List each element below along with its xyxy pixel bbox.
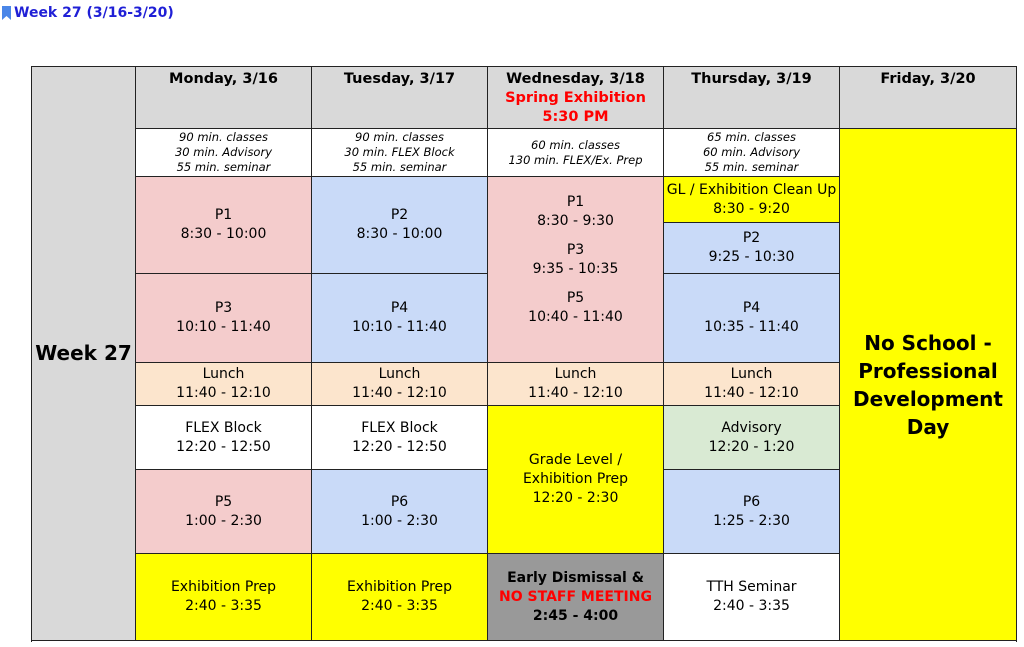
- mon-exhibition-prep-cell: Exhibition Prep 2:40 - 3:35: [136, 554, 312, 641]
- header-thursday: Thursday, 3/19: [664, 67, 840, 129]
- tue-p2-cell: P2 8:30 - 10:00: [312, 177, 488, 274]
- tue-exhibition-prep-cell: Exhibition Prep 2:40 - 3:35: [312, 554, 488, 641]
- wed-grade-level-cell: Grade Level / Exhibition Prep 12:20 - 2:30: [488, 406, 664, 554]
- schedule-table: [31, 66, 1017, 641]
- tue-lunch-cell: Lunch 11:40 - 12:10: [312, 363, 488, 406]
- thu-gl-cleanup-cell: GL / Exhibition Clean Up 8:30 - 9:20: [664, 177, 840, 223]
- mon-flex-cell: FLEX Block 12:20 - 12:50: [136, 406, 312, 470]
- wed-event-time: 5:30 PM: [542, 109, 609, 125]
- wed-lunch-cell: Lunch 11:40 - 12:10: [488, 363, 664, 406]
- notes-monday: 90 min. classes 30 min. Advisory 55 min. seminar: [136, 129, 312, 177]
- week-title: Week 27 (3/16-3/20): [14, 5, 174, 21]
- tue-flex-cell: FLEX Block 12:20 - 12:50: [312, 406, 488, 470]
- header-monday: Monday, 3/16: [136, 67, 312, 129]
- tue-p6-cell: P6 1:00 - 2:30: [312, 470, 488, 554]
- week-title-link[interactable]: [2, 3, 174, 23]
- notes-thursday: 65 min. classes 60 min. Advisory 55 min. seminar: [664, 129, 840, 177]
- header-wednesday: Wednesday, 3/18 Spring Exhibition 5:30 PM: [488, 67, 664, 129]
- no-staff-meeting-label: NO STAFF MEETING: [499, 588, 652, 605]
- mon-p5-cell: P5 1:00 - 2:30: [136, 470, 312, 554]
- thu-advisory-cell: Advisory 12:20 - 1:20: [664, 406, 840, 470]
- thu-p6-cell: P6 1:25 - 2:30: [664, 470, 840, 554]
- tue-p4-cell: P4 10:10 - 11:40: [312, 274, 488, 363]
- mon-lunch-cell: Lunch 11:40 - 12:10: [136, 363, 312, 406]
- thu-p4-cell: P4 10:35 - 11:40: [664, 274, 840, 363]
- notes-tuesday: 90 min. classes 30 min. FLEX Block 55 min. seminar: [312, 129, 488, 177]
- wed-morning-cell: P1 8:30 - 9:30 P3 9:35 - 10:35 P5 10:40 - 11:40: [488, 177, 664, 363]
- thu-tth-seminar-cell: TTH Seminar 2:40 - 3:35: [664, 554, 840, 641]
- header-tuesday: Tuesday, 3/17: [312, 67, 488, 129]
- mon-p3-cell: P3 10:10 - 11:40: [136, 274, 312, 363]
- wed-early-dismissal-cell: Early Dismissal & NO STAFF MEETING 2:45 - 4:00: [488, 554, 664, 641]
- mon-p1-cell: P1 8:30 - 10:00: [136, 177, 312, 274]
- thu-lunch-cell: Lunch 11:40 - 12:10: [664, 363, 840, 406]
- wed-event-name: Spring Exhibition: [505, 90, 646, 106]
- friday-no-school: No School - Professional Development Day: [840, 129, 1017, 641]
- notes-wednesday: 60 min. classes 130 min. FLEX/Ex. Prep: [488, 129, 664, 177]
- thu-p2-cell: P2 9:25 - 10:30: [664, 223, 840, 274]
- week-label: Week 27: [32, 67, 136, 641]
- bookmark-icon: [2, 6, 11, 20]
- header-friday: Friday, 3/20: [840, 67, 1017, 129]
